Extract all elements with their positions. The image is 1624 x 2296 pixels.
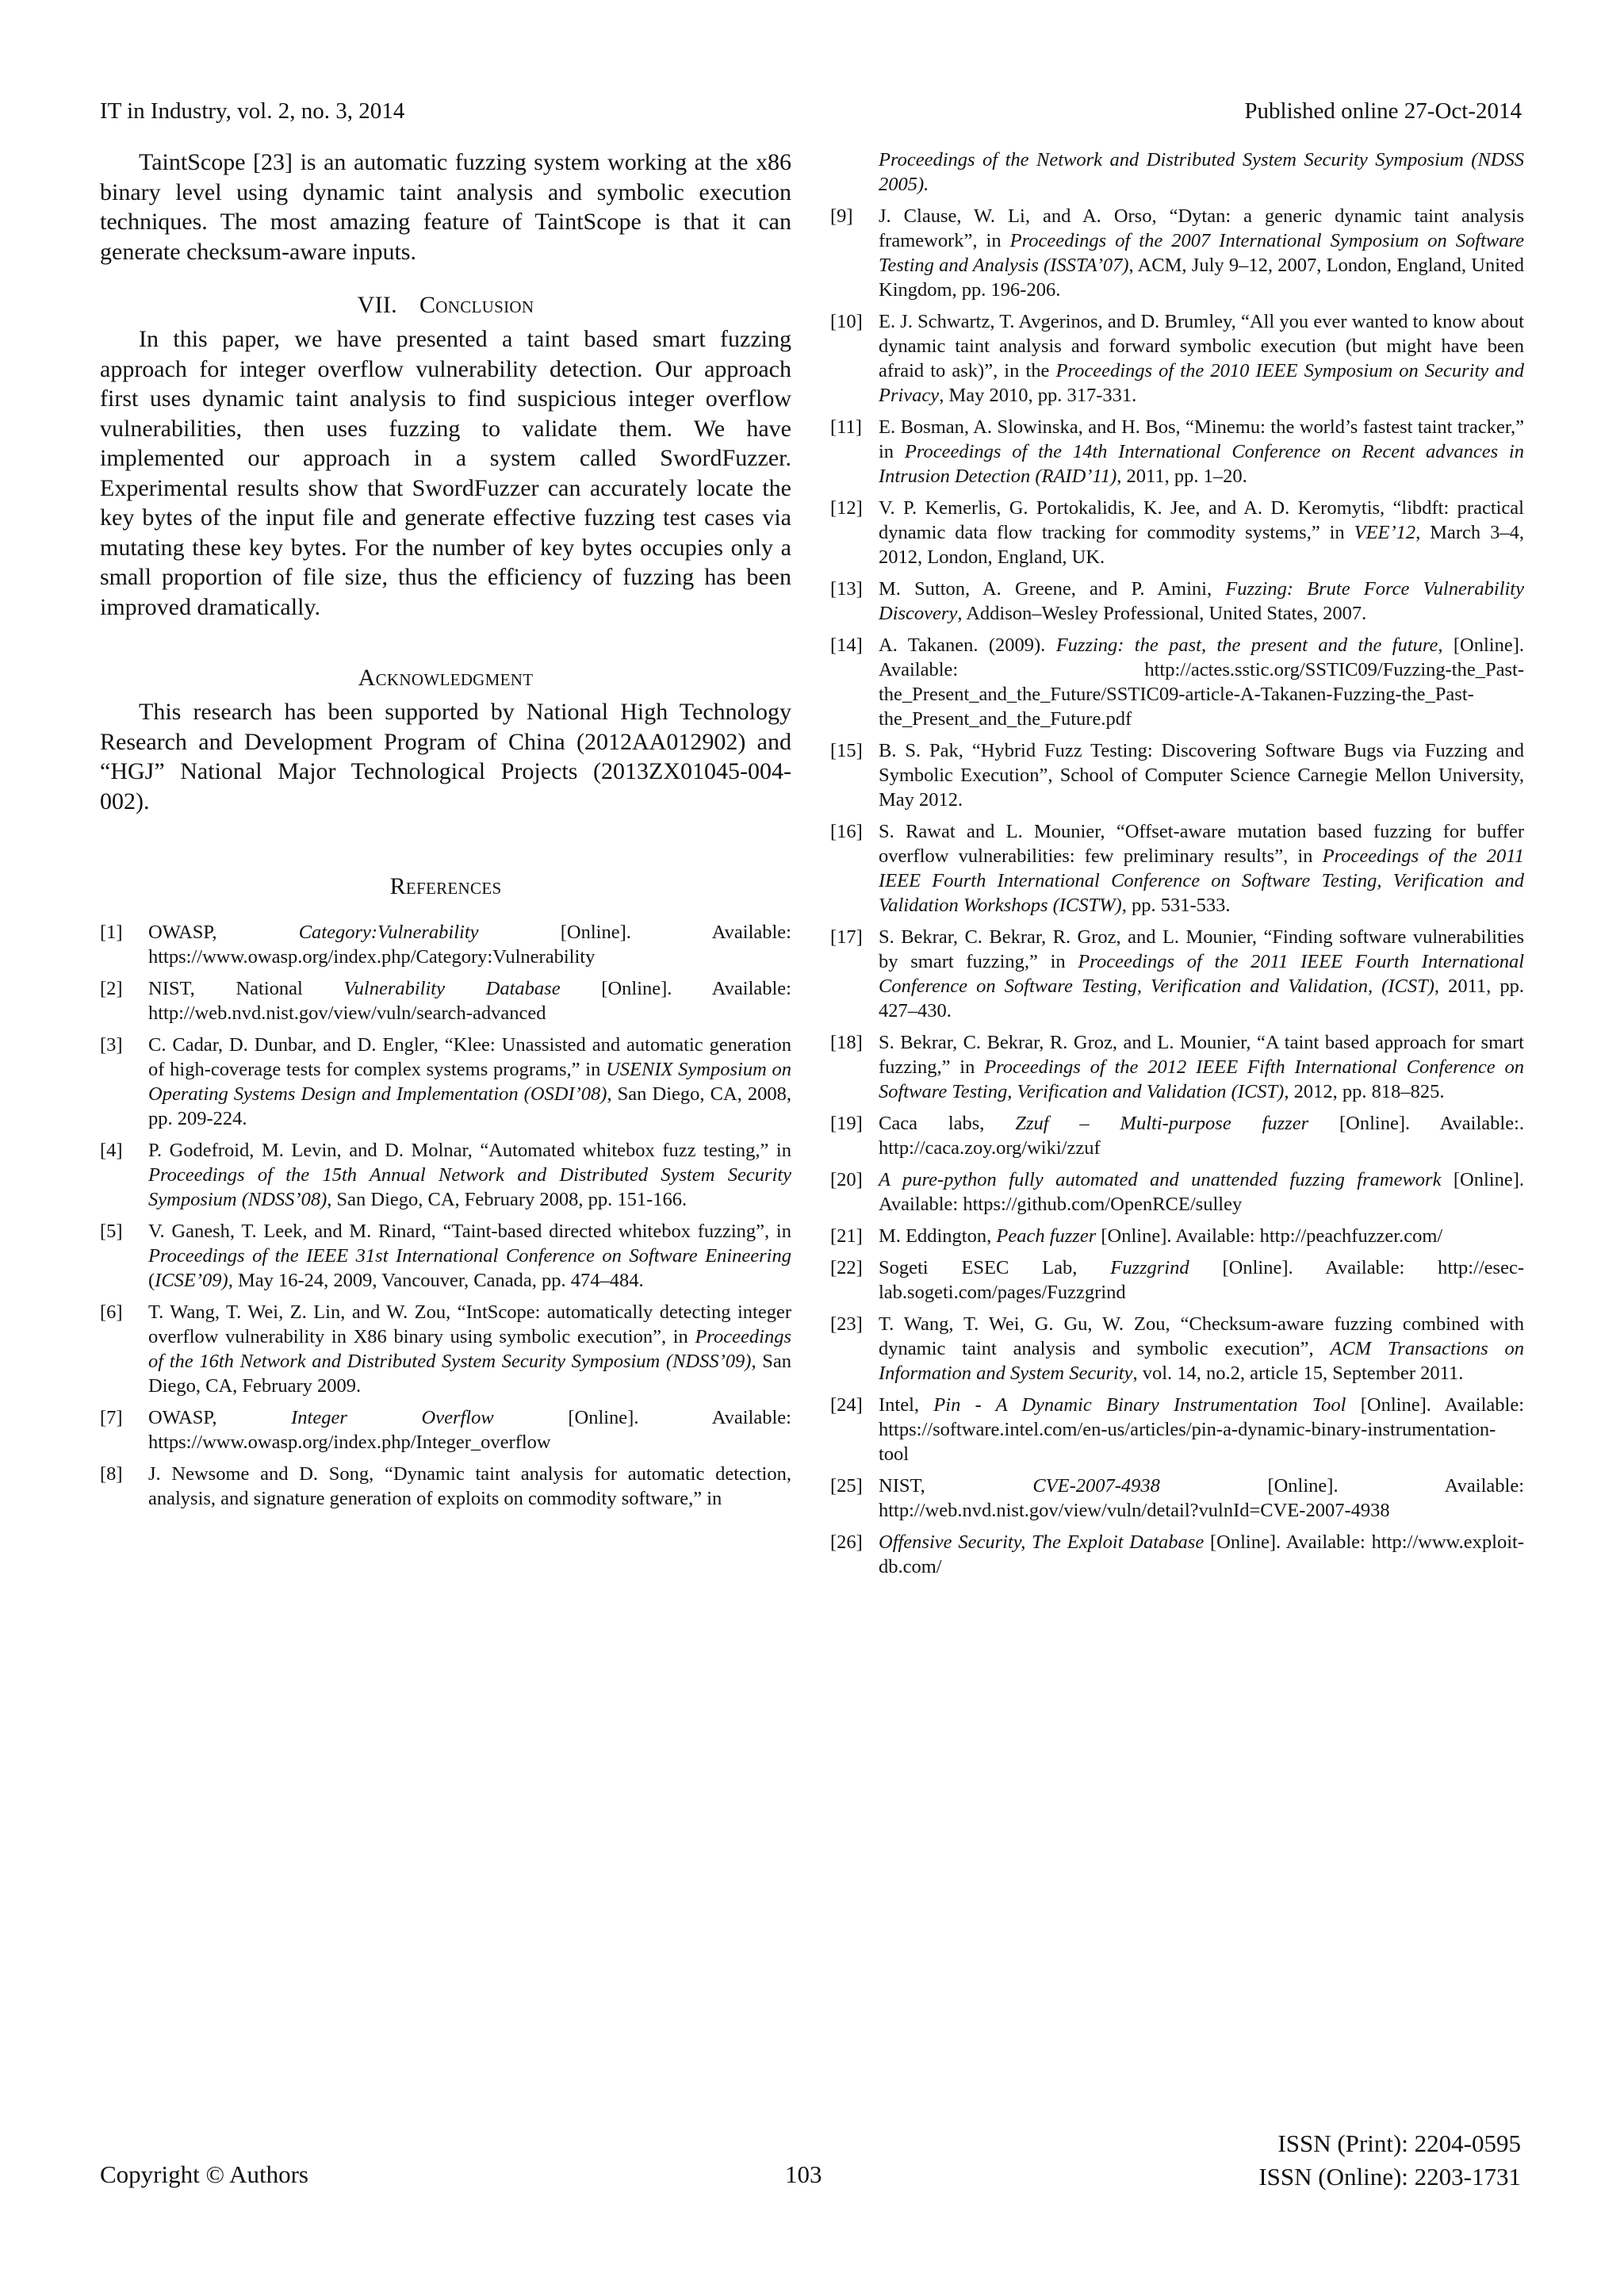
reference-text: NIST, National (148, 978, 344, 999)
reference-item (830, 1255, 1524, 1305)
references-heading: References (389, 873, 502, 899)
reference-text: NIST, (879, 1475, 1033, 1497)
reference-venue: Proceedings of the 14th International Conference on Recent advances in Intrusion Detection (RAID’11) (879, 441, 1524, 487)
reference-venue: Proceedings of the IEEE 31st International Conference on Software Enineering (148, 1245, 791, 1267)
reference-number: [24] (830, 1394, 863, 1416)
reference-text: S. Bekrar, C. Bekrar, R. Groz, and L. Mounier, “A taint based approach for smart fuzzing,” in (879, 1032, 1524, 1078)
copyright-notice: Copyright © Authors (100, 2160, 308, 2188)
reference-venue: Zzuf – Multi-purpose fuzzer (1015, 1113, 1309, 1134)
reference-item-continued (830, 148, 1524, 197)
reference-number: [18] (830, 1032, 863, 1053)
reference-number: [6] (100, 1301, 123, 1323)
reference-number: [16] (830, 821, 863, 842)
reference-item (830, 1224, 1524, 1248)
reference-venue: Proceedings of the 2011 IEEE Fourth International Conference on Software Testing, Verification and Validation Workshops (ICSTW) (879, 845, 1524, 916)
reference-text: Sogeti ESEC Lab, (879, 1257, 1111, 1278)
reference-venue: ICSE’09) (155, 1270, 228, 1291)
reference-text: ( (148, 1270, 155, 1291)
publication-date: Published online 27-Oct-2014 (1244, 98, 1522, 124)
reference-text: , San Diego, CA, February 2009. (148, 1351, 791, 1397)
reference-venue: Offensive Security, The Exploit Database (879, 1531, 1205, 1553)
reference-text: , San Diego, CA, February 2008, pp. 151-166. (327, 1189, 688, 1210)
reference-venue: VEE’12 (1354, 522, 1416, 543)
reference-venue: Proceedings of the 2007 International Symposium on Software Testing and Analysis (ISSTA’07) (879, 230, 1524, 276)
references-list-left (100, 920, 791, 1511)
reference-text: [Online]. Available: http://www.exploit-db.com/ (879, 1531, 1524, 1577)
reference-venue: Fuzzing: the past, the present and the future (1055, 634, 1438, 656)
reference-item (830, 1030, 1524, 1104)
reference-item (830, 1167, 1524, 1217)
reference-text: , 2011, pp. 427–430. (879, 976, 1524, 1022)
reference-text: Caca labs, (879, 1113, 1016, 1134)
reference-venue: A pure-python fully automated and unattended fuzzing framework (879, 1169, 1442, 1190)
reference-venue: USENIX Symposium on Operating Systems Design and Implementation (OSDI’08) (148, 1059, 792, 1105)
reference-number: [8] (100, 1463, 123, 1485)
reference-number: [12] (830, 497, 863, 519)
reference-text: J. Clause, W. Li, and A. Orso, “Dytan: a generic dynamic taint analysis framework”, in (879, 205, 1524, 251)
conclusion-paragraph: In this paper, we have presented a taint based smart fuzzing approach for integer overflow vulnerability detection. Our approach first uses dynamic taint analysis to find suspicious integer overflow vulnerabilities, then uses fuzzing to validate them. We have implemented our approach in a system called SwordFuzzer. Experimental results show that SwordFuzzer can accurately locate the key bytes of the input file and generate effective fuzzing test cases via mutating these key bytes. For the number of key bytes occupies only a small proportion of file size, thus the efficiency of fuzzing has been improved dramatically. (100, 326, 791, 620)
reference-number: [25] (830, 1475, 863, 1497)
reference-item (830, 1530, 1524, 1579)
reference-venue: Vulnerability Database (343, 978, 561, 999)
reference-text: E. Bosman, A. Slowinska, and H. Bos, “Minemu: the world’s fastest taint tracker,” in (879, 416, 1524, 462)
reference-item (100, 1405, 791, 1455)
reference-text: T. Wang, T. Wei, Z. Lin, and W. Zou, “IntScope: automatically detecting integer overflow vulnerability in X86 binary using symbolic execution”, in (148, 1301, 791, 1347)
acknowledgment-paragraph: This research has been supported by National High Technology Research and Development Program of China (2012AA012902) and “HGJ” National Major Technological Projects (2013ZX01045-004-002). (100, 699, 791, 815)
reference-text: , ACM, July 9–12, 2007, London, England, United Kingdom, pp. 196-206. (879, 255, 1524, 301)
reference-venue: Peach fuzzer (996, 1225, 1097, 1247)
taintscope-paragraph: TaintScope [23] is an automatic fuzzing system working at the x86 binary level using dynamic taint analysis and symbolic execution techniques. The most amazing feature of TaintScope is that it can generate checksum-aware inputs. (100, 149, 791, 265)
right-column (830, 148, 1524, 1586)
reference-item (830, 577, 1524, 626)
reference-number: [10] (830, 311, 863, 332)
reference-text: T. Wang, T. Wei, G. Gu, W. Zou, “Checksum-aware fuzzing combined with dynamic taint analysis and symbolic execution”, (879, 1313, 1524, 1359)
reference-item (830, 633, 1524, 731)
reference-text: S. Rawat and L. Mounier, “Offset-aware mutation based fuzzing for buffer overflow vulnerabilities: few preliminary results”, in (879, 821, 1524, 867)
reference-number: [2] (100, 978, 123, 999)
reference-text: S. Bekrar, C. Bekrar, R. Groz, and L. Mounier, “Finding software vulnerabilities by smart fuzzing,” in (879, 926, 1524, 972)
issn-online: ISSN (Online): 2203-1731 (1258, 2163, 1521, 2191)
reference-venue: CVE-2007-4938 (1032, 1475, 1160, 1497)
reference-number: [3] (100, 1034, 123, 1056)
reference-item (830, 1474, 1524, 1523)
reference-item (100, 1138, 791, 1212)
reference-venue: Proceedings of the 16th Network and Distributed System Security Symposium (NDSS’09) (148, 1326, 791, 1372)
reference-venue: Proceedings of the 2011 IEEE Fourth International Conference on Software Testing, Verification and Validation, (ICST) (879, 951, 1524, 997)
reference-text: Intel, (879, 1394, 934, 1416)
reference-number: [13] (830, 578, 863, 600)
reference-text: M. Eddington, (879, 1225, 997, 1247)
reference-item (100, 1462, 791, 1511)
conclusion-heading (100, 290, 791, 320)
reference-text: A. Takanen. (2009). (879, 634, 1056, 656)
reference-text: [Online]. Available: http://web.nvd.nist.gov/view/vuln/search-advanced (148, 978, 791, 1024)
journal-header: IT in Industry, vol. 2, no. 3, 2014 (100, 98, 405, 124)
reference-number: [4] (100, 1140, 123, 1161)
reference-venue: Fuzzing: Brute Force Vulnerability Discovery (879, 578, 1524, 624)
reference-item (830, 819, 1524, 918)
reference-number: [26] (830, 1531, 863, 1553)
reference-text: , vol. 14, no.2, article 15, September 2011. (1132, 1363, 1464, 1384)
reference-venue: Fuzzgrind (1110, 1257, 1189, 1278)
reference-number: [9] (830, 205, 853, 227)
reference-text: , pp. 531-533. (1121, 895, 1231, 916)
reference-text: [Online]. Available: http://peachfuzzer.com/ (1096, 1225, 1443, 1247)
reference-item (100, 1219, 791, 1293)
reference-number: [11] (830, 416, 862, 438)
issn-print: ISSN (Print): 2204-0595 (1277, 2129, 1521, 2157)
references-list-right (830, 148, 1524, 1579)
reference-item (830, 496, 1524, 569)
section-number: VII. (357, 292, 397, 318)
section-title: Conclusion (419, 292, 534, 318)
reference-text: OWASP, (148, 922, 299, 943)
reference-item (830, 1312, 1524, 1386)
reference-number: [1] (100, 922, 123, 943)
reference-item (830, 925, 1524, 1023)
reference-text: , Addison–Wesley Professional, United States, 2007. (957, 603, 1367, 624)
reference-item (100, 1033, 791, 1131)
reference-text: [Online]. Available: http://esec-lab.sogeti.com/pages/Fuzzgrind (879, 1257, 1524, 1303)
page-number: 103 (785, 2160, 822, 2188)
reference-number: [5] (100, 1221, 123, 1242)
reference-item (830, 415, 1524, 489)
reference-number: [17] (830, 926, 863, 948)
reference-text: [Online]. Available: https://www.owasp.org/index.php/Integer_overflow (148, 1407, 791, 1453)
reference-text: , May 16-24, 2009, Vancouver, Canada, pp. 474–484. (228, 1270, 644, 1291)
reference-text: [Online]. Available: https://www.owasp.org/index.php/Category:Vulnerability (148, 922, 791, 968)
reference-number: [23] (830, 1313, 863, 1335)
reference-text: , [Online]. Available: http://actes.sstic.org/SSTIC09/Fuzzing-the_Past-the_Present_and_the_Future/SSTIC09-article-A-Takanen-Fuzzing-the_Past-the_Present_and_the_Future.pdf (879, 634, 1524, 730)
reference-text: OWASP, (148, 1407, 292, 1428)
acknowledgment-heading: Acknowledgment (358, 665, 534, 691)
reference-text: V. P. Kemerlis, G. Portokalidis, K. Jee, and A. D. Keromytis, “libdft: practical dynamic data flow tracking for commodity systems,” in (879, 497, 1524, 543)
reference-item (830, 309, 1524, 408)
reference-number: [19] (830, 1113, 863, 1134)
reference-item (100, 976, 791, 1025)
reference-text: , March 3–4, 2012, London, England, UK. (879, 522, 1524, 568)
reference-number: [14] (830, 634, 863, 656)
reference-item (100, 920, 791, 969)
reference-text: [Online]. Available: https://software.intel.com/en-us/articles/pin-a-dynamic-binary-instrumentation-tool (879, 1394, 1525, 1465)
reference-number: [7] (100, 1407, 123, 1428)
reference-item (830, 1111, 1524, 1160)
reference-number: [22] (830, 1257, 863, 1278)
reference-text: [Online]. Available: http://web.nvd.nist.gov/view/vuln/detail?vulnId=CVE-2007-4938 (879, 1475, 1525, 1521)
reference-number: [15] (830, 740, 863, 761)
reference-item (830, 1393, 1524, 1466)
reference-text: J. Newsome and D. Song, “Dynamic taint analysis for automatic detection, analysis, and signature generation of exploits on commodity software,” in (148, 1463, 791, 1509)
reference-text: , San Diego, CA, 2008, pp. 209-224. (148, 1083, 791, 1129)
reference-text: E. J. Schwartz, T. Avgerinos, and D. Brumley, “All you ever wanted to know about dynamic taint analysis and forward symbolic execution (but might have been afraid to ask)”, in the (879, 311, 1524, 381)
reference-text: [Online]. Available:. http://caca.zoy.org/wiki/zzuf (879, 1113, 1524, 1159)
reference-venue: Pin - A Dynamic Binary Instrumentation Tool (933, 1394, 1346, 1416)
reference-item (830, 204, 1524, 302)
issn-block (1258, 2127, 1521, 2194)
reference-text: , 2011, pp. 1–20. (1116, 466, 1247, 487)
reference-text: , 2012, pp. 818–825. (1284, 1081, 1445, 1102)
reference-item (100, 1300, 791, 1398)
reference-venue: Proceedings of the Network and Distributed System Security Symposium (NDSS 2005). (879, 149, 1524, 195)
left-column (100, 148, 791, 1518)
reference-venue: ACM Transactions on Information and System Security (879, 1338, 1524, 1384)
reference-text: B. S. Pak, “Hybrid Fuzz Testing: Discovering Software Bugs via Fuzzing and Symbolic Execution”, School of Computer Science Carnegie Mellon University, May 2012. (879, 740, 1524, 811)
reference-venue: Proceedings of the 2012 IEEE Fifth International Conference on Software Testing, Verification and Validation (ICST) (879, 1056, 1524, 1102)
reference-text: M. Sutton, A. Greene, and P. Amini, (879, 578, 1226, 600)
reference-venue: Category:Vulnerability (298, 922, 479, 943)
reference-venue: Proceedings of the 15th Annual Network and Distributed System Security Symposium (NDSS’08) (148, 1164, 791, 1210)
reference-text: C. Cadar, D. Dunbar, and D. Engler, “Klee: Unassisted and automatic generation of high-coverage tests for complex systems programs,” in (148, 1034, 791, 1080)
reference-number: [20] (830, 1169, 863, 1190)
reference-venue: Proceedings of the 2010 IEEE Symposium on Security and Privacy (879, 360, 1524, 406)
reference-text: [Online]. Available: https://github.com/OpenRCE/sulley (879, 1169, 1525, 1215)
reference-text: P. Godefroid, M. Levin, and D. Molnar, “Automated whitebox fuzz testing,” in (148, 1140, 791, 1161)
reference-text: , May 2010, pp. 317-331. (939, 385, 1137, 406)
reference-venue: Integer Overflow (291, 1407, 494, 1428)
reference-number: [21] (830, 1225, 863, 1247)
reference-text: V. Ganesh, T. Leek, and M. Rinard, “Taint-based directed whitebox fuzzing”, in (148, 1221, 791, 1242)
reference-item (830, 738, 1524, 812)
